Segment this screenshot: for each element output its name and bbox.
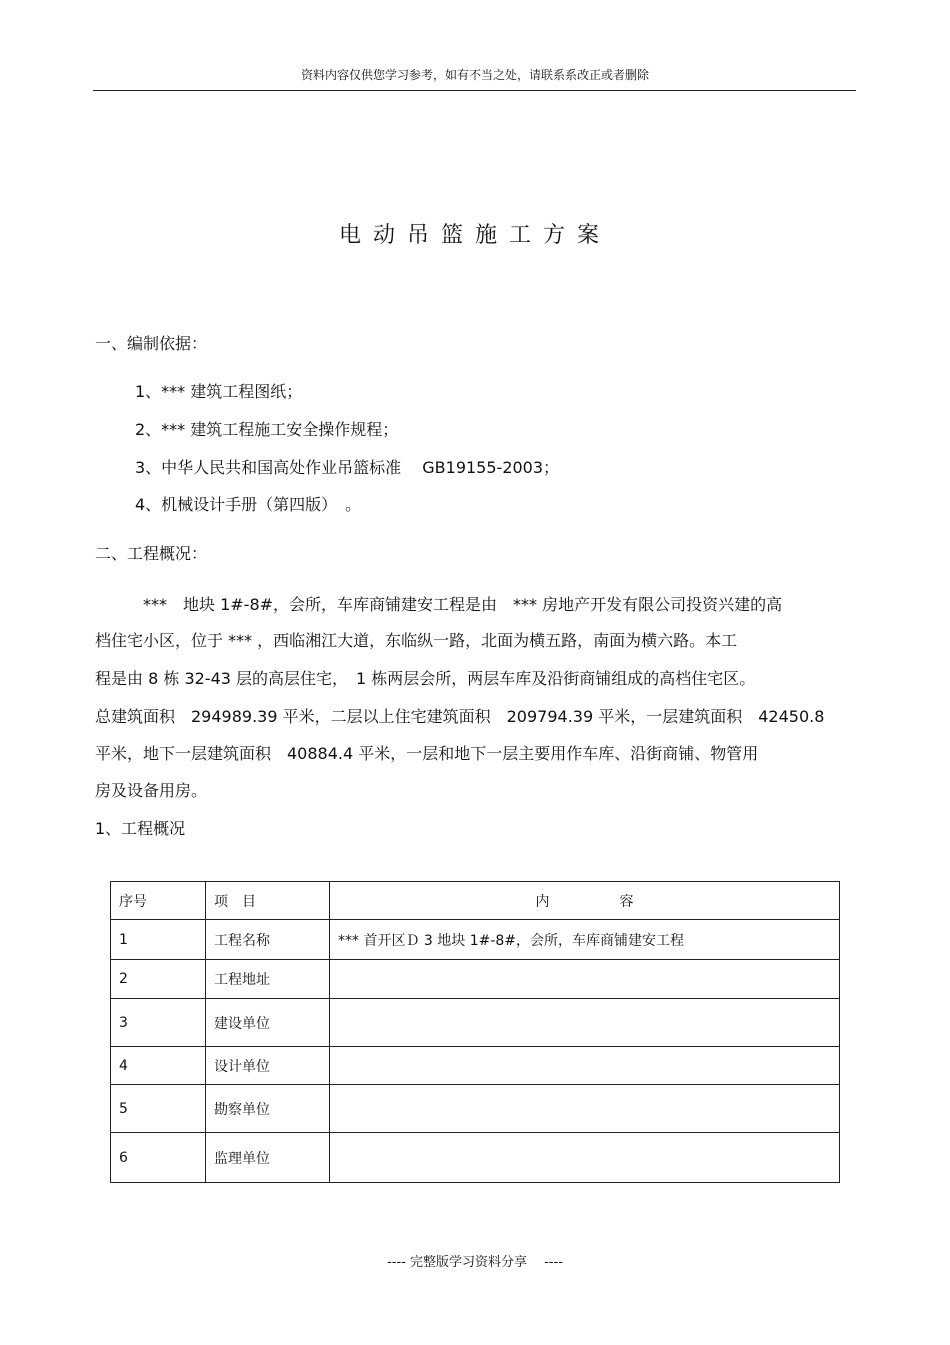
basis-item-4: 4、机械设计手册（第四版） 。 [135, 495, 362, 514]
table-row [111, 1047, 840, 1085]
row-content [330, 999, 840, 1047]
basis-item-3: 3、中华人民共和国高处作业吊篮标准 GB19155-2003； [135, 458, 560, 477]
table-row [111, 960, 840, 999]
row-item: 工程名称 [206, 920, 330, 960]
header-divider [93, 90, 856, 91]
row-index: 2 [111, 960, 206, 999]
overview-line-2: 档住宅小区，位于 *** ，西临湘江大道，东临纵一路，北面为横五路，南面为横六路。本工 [95, 631, 738, 650]
row-content: *** 首开区Ｄ 3 地块 1#-8#，会所，车库商铺建安工程 [330, 920, 840, 960]
header-note: 资料内容仅供您学习参考，如有不当之处，请联系系改正或者删除 [300, 68, 649, 82]
row-content [330, 960, 840, 999]
row-item: 建设单位 [206, 999, 330, 1047]
table-header-row [111, 882, 840, 920]
row-index: 5 [111, 1085, 206, 1133]
row-content [330, 1047, 840, 1085]
overview-line-6: 房及设备用房。 [95, 781, 208, 800]
section-heading-basis: 一、编制依据： [95, 334, 208, 353]
overview-line-5: 平米，地下一层建筑面积 40884.4 平米，一层和地下一层主要用作车库、沿街商铺、物管用 [95, 744, 759, 763]
header-cell-item: 项 目 [206, 882, 330, 920]
sub-heading-project-overview: 1、工程概况 [95, 819, 186, 838]
project-info-table [110, 881, 840, 1183]
row-index: 4 [111, 1047, 206, 1085]
table-row [111, 920, 840, 960]
overview-line-1: *** 地块 1#-8#，会所，车库商铺建安工程是由 *** 房地产开发有限公司投资兴建的高 [143, 595, 783, 614]
header-cell-content: 内 容 [330, 882, 840, 920]
document-title: 电动吊篮施工方案 [338, 223, 611, 248]
basis-item-1: 1、*** 建筑工程图纸； [135, 382, 303, 401]
table-row [111, 1133, 840, 1183]
row-index: 6 [111, 1133, 206, 1183]
row-item: 设计单位 [206, 1047, 330, 1085]
row-index: 3 [111, 999, 206, 1047]
header-cell-index: 序号 [111, 882, 206, 920]
row-content [330, 1085, 840, 1133]
overview-line-4: 总建筑面积 294989.39 平米，二层以上住宅建筑面积 209794.39 平米，一层建筑面积 42450.8 [95, 707, 825, 726]
footer-note: ---- 完整版学习资料分享 ---- [387, 1255, 563, 1270]
row-item: 勘察单位 [206, 1085, 330, 1133]
row-content [330, 1133, 840, 1183]
row-index: 1 [111, 920, 206, 960]
row-item: 监理单位 [206, 1133, 330, 1183]
section-heading-overview: 二、工程概况： [95, 544, 208, 563]
table-row [111, 999, 840, 1047]
overview-line-3: 程是由 8 栋 32-43 层的高层住宅， 1 栋两层会所，两层车库及沿街商铺组成的高档住宅区。 [95, 669, 756, 688]
row-item: 工程地址 [206, 960, 330, 999]
basis-item-2: 2、*** 建筑工程施工安全操作规程； [135, 420, 399, 439]
table-row [111, 1085, 840, 1133]
